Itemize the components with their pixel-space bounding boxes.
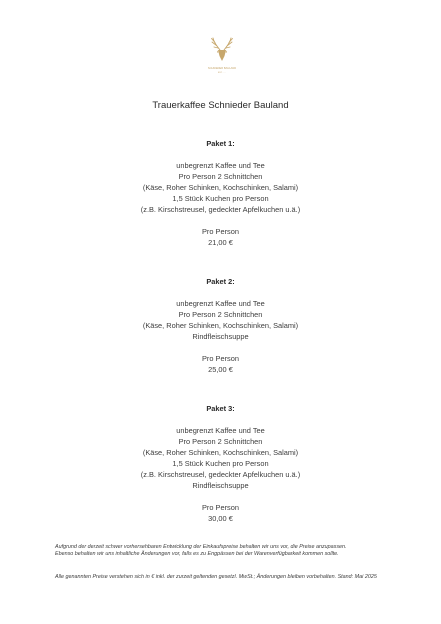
document-title: Trauerkaffee Schnieder Bauland <box>152 100 289 111</box>
package-item: (z.B. Kirschstreusel, gedeckter Apfelkuchen u.ä.) <box>140 470 301 479</box>
footnote-line: Ebenso behalten wir uns inhaltliche Änderungen vor, falls es zu Engpässen bei der Warenverfügbarkeit kommen sollte. <box>55 551 339 557</box>
logo-subcaption: EST. · · · <box>218 72 226 74</box>
package-item: Pro Person 2 Schnittchen <box>178 172 263 181</box>
package-heading: Paket 2: <box>206 277 235 286</box>
package-item: Rindfleischsuppe <box>192 332 249 341</box>
price-value: 25,00 € <box>208 365 233 374</box>
package-item: unbegrenzt Kaffee und Tee <box>176 426 265 435</box>
package-1 <box>0 138 441 248</box>
package-heading: Paket 3: <box>206 404 235 413</box>
footnote-line: Alle genannten Preise verstehen sich in € inkl. der zurzeit geltenden gesetzl. MwSt.; Änderungen bleiben vorbehalten. Stand: Mai 2025 <box>55 574 377 580</box>
price-disclaimer <box>55 544 395 558</box>
package-item: (z.B. Kirschstreusel, gedeckter Apfelkuchen u.ä.) <box>140 205 301 214</box>
vat-disclaimer <box>55 574 395 581</box>
package-item: Rindfleischsuppe <box>192 481 249 490</box>
package-heading: Paket 1: <box>206 139 235 148</box>
price-label: Pro Person <box>202 227 239 236</box>
package-3 <box>0 403 441 524</box>
package-item: (Käse, Roher Schinken, Kochschinken, Salami) <box>142 183 299 192</box>
package-item: (Käse, Roher Schinken, Kochschinken, Salami) <box>142 321 299 330</box>
logo-caption: SCHNIEDER BAULAND <box>207 67 237 70</box>
stag-antler-icon <box>205 36 239 78</box>
package-item: Pro Person 2 Schnittchen <box>178 437 263 446</box>
price-label: Pro Person <box>202 503 239 512</box>
package-item: unbegrenzt Kaffee und Tee <box>176 161 265 170</box>
price-label: Pro Person <box>202 354 239 363</box>
package-item: 1,5 Stück Kuchen pro Person <box>172 194 269 203</box>
footnote-line: Aufgrund der derzeit schwer vorhersehbaren Entwicklung der Einkaufspreise behalten wir uns vor, die Preise anzupassen. <box>55 544 347 550</box>
price-value: 30,00 € <box>208 514 233 523</box>
package-item: Pro Person 2 Schnittchen <box>178 310 263 319</box>
package-item: (Käse, Roher Schinken, Kochschinken, Salami) <box>142 448 299 457</box>
price-value: 21,00 € <box>208 238 233 247</box>
package-item: unbegrenzt Kaffee und Tee <box>176 299 265 308</box>
logo <box>205 36 239 78</box>
package-2 <box>0 276 441 375</box>
package-item: 1,5 Stück Kuchen pro Person <box>172 459 269 468</box>
